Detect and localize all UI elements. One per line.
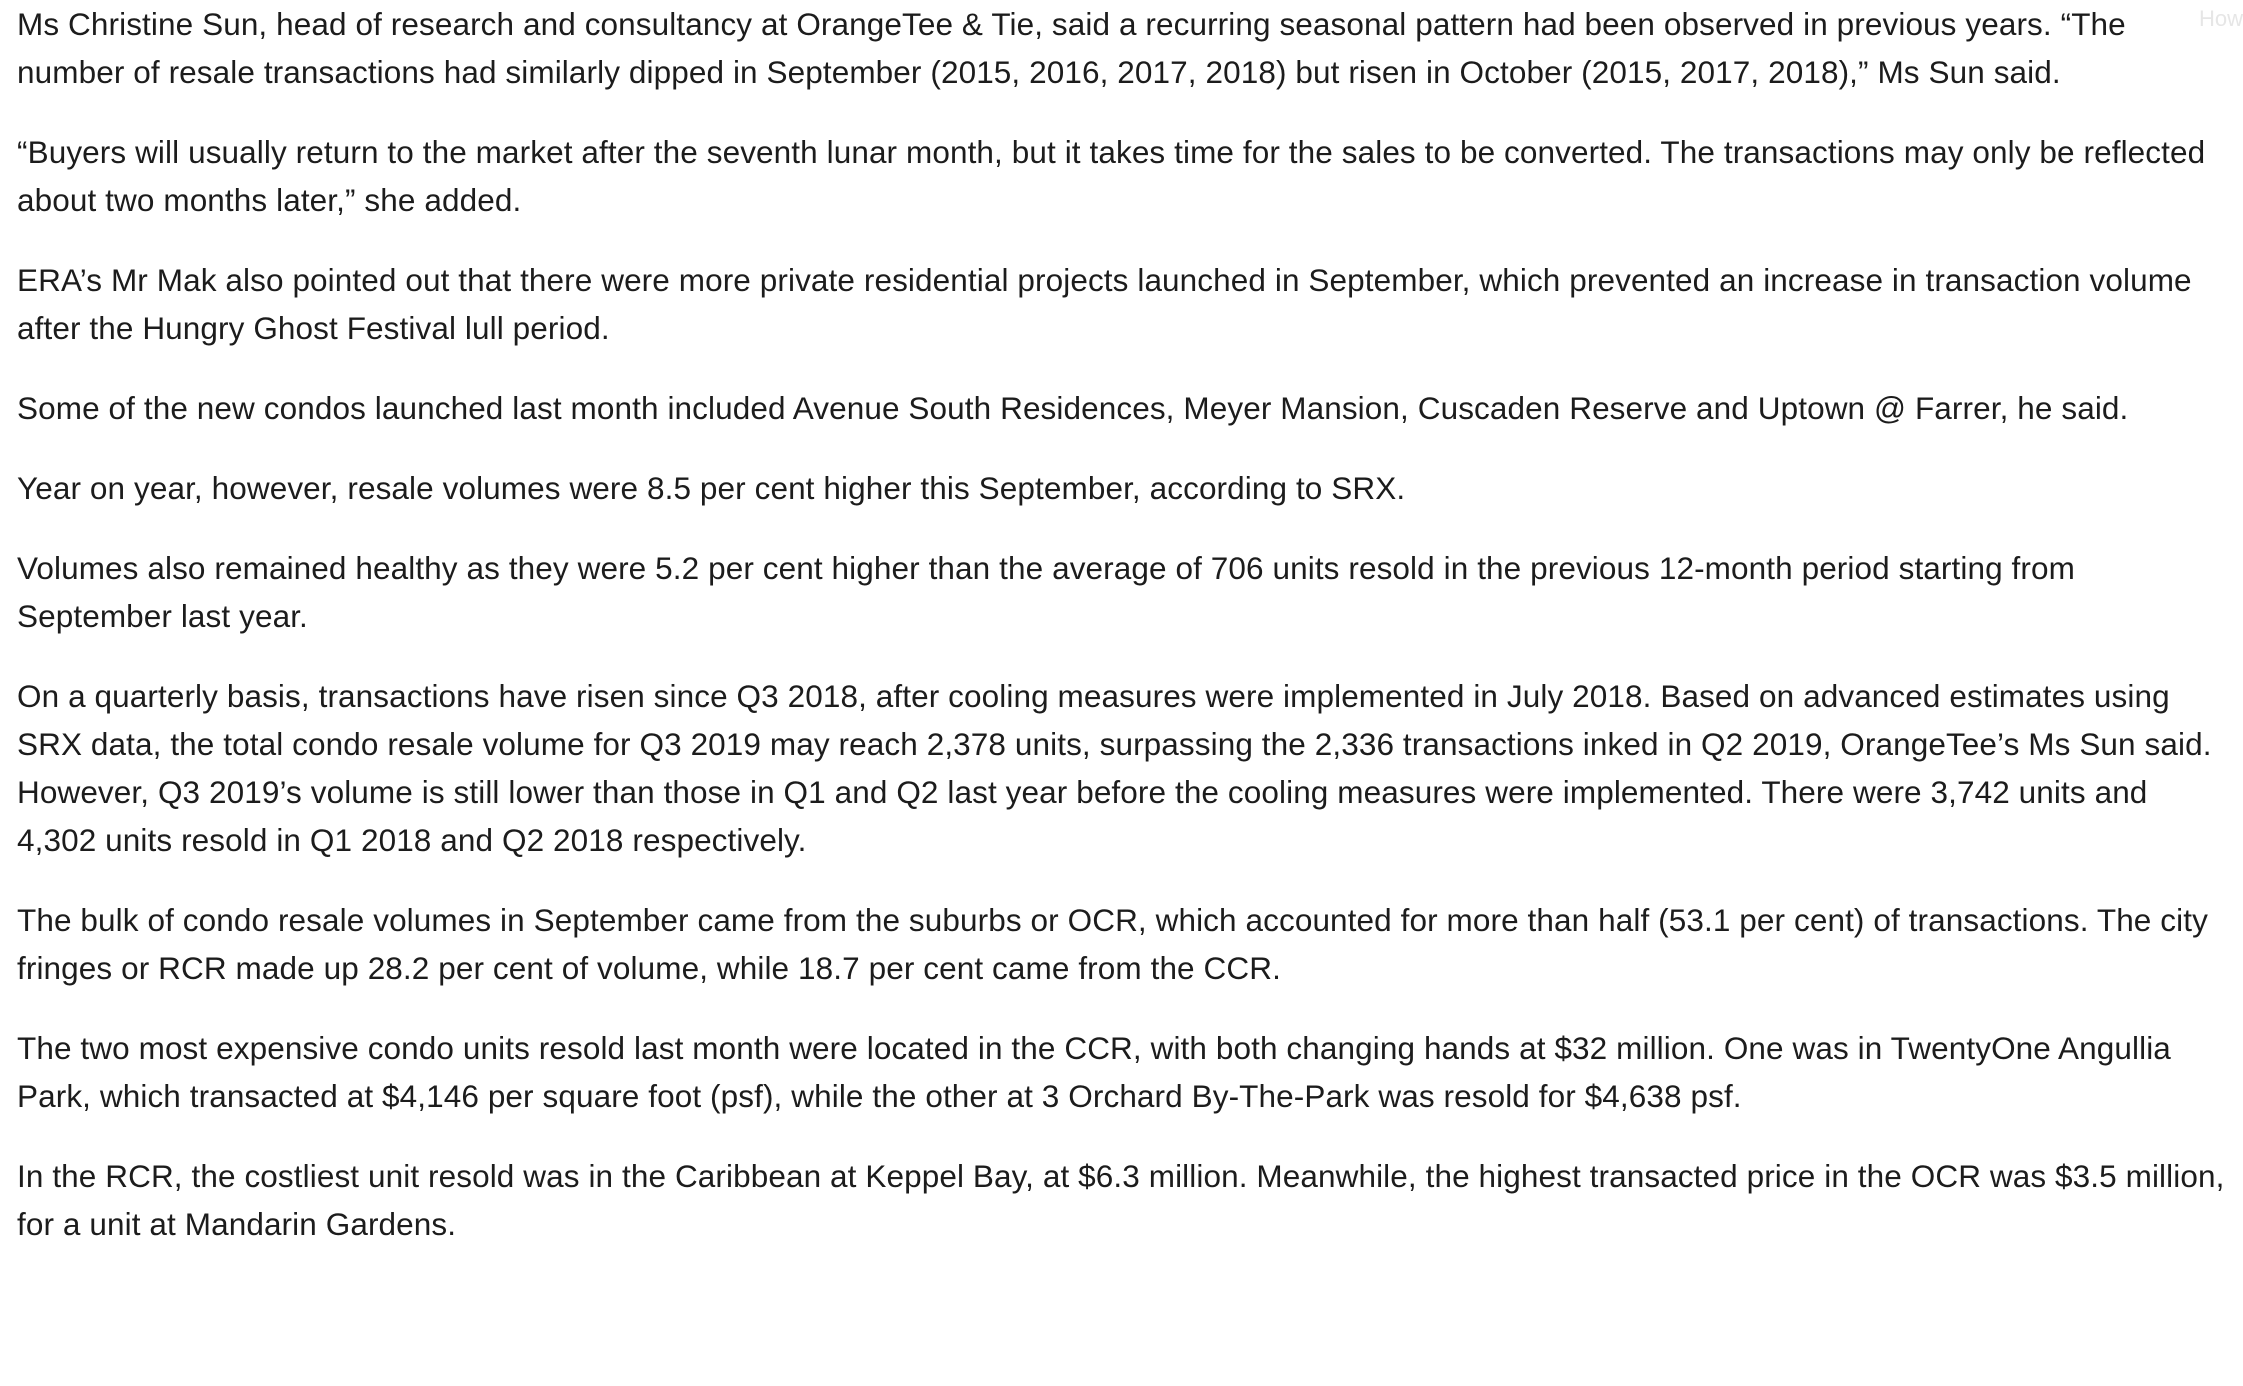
paragraph-year-on-year: Year on year, however, resale volumes were 8.5 per cent higher this September, according to SRX. — [17, 470, 1406, 506]
overflow-tag: How — [2198, 6, 2243, 31]
paragraph-bulk-ocr: The bulk of condo resale volumes in September came from the suburbs or OCR, which accounted for more than half (53.1 per cent) of transactions. The city fringes or RCR made up 28.2 per cent of volume, while 18.7 per cent came from the CCR. — [17, 902, 2208, 986]
paragraph-new-condos: Some of the new condos launched last month included Avenue South Residences, Meyer Mansion, Cuscaden Reserve and Uptown @ Farrer, he said. — [17, 390, 2129, 426]
paragraph-most-expensive-ccr: The two most expensive condo units resold last month were located in the CCR, with both changing hands at $32 million. One was in TwentyOne Angullia Park, which transacted at $4,146 per square foot (psf), while the other at 3 Orchard By-The-Park was resold for $4,638 psf. — [17, 1030, 2171, 1114]
paragraph-volumes-healthy: Volumes also remained healthy as they were 5.2 per cent higher than the average of 706 units resold in the previous 12-month period starting from September last year. — [17, 550, 2075, 634]
paragraph-buyers-return: “Buyers will usually return to the market after the seventh lunar month, but it takes time for the sales to be converted. The transactions may only be reflected about two months later,” she added. — [17, 134, 2206, 218]
article-body — [17, 0, 2233, 1280]
paragraph-rcr-ocr-costliest: In the RCR, the costliest unit resold was in the Caribbean at Keppel Bay, at $6.3 million. Meanwhile, the highest transacted price in the OCR was $3.5 million, for a unit at Mandarin Gardens. — [17, 1158, 2225, 1242]
paragraph-christine-sun-quote: Ms Christine Sun, head of research and consultancy at OrangeTee & Tie, said a recurring seasonal pattern had been observed in previous years. “The number of resale transactions had similarly dipped in September (2015, 2016, 2017, 2018) but risen in October (2015, 2017, 2018),” Ms Sun said. — [17, 6, 2126, 90]
paragraph-quarterly-basis: On a quarterly basis, transactions have risen since Q3 2018, after cooling measures were implemented in July 2018. Based on advanced estimates using SRX data, the total condo resale volume for Q3 2019 may reach 2,378 units, surpassing the 2,336 transactions inked in Q2 2019, OrangeTee’s Ms Sun said. However, Q3 2019’s volume is still lower than those in Q1 and Q2 last year before the cooling measures were implemented. There were 3,742 units and 4,302 units resold in Q1 2018 and Q2 2018 respectively. — [17, 678, 2212, 858]
paragraph-era-mak: ERA’s Mr Mak also pointed out that there were more private residential projects launched in September, which prevented an increase in transaction volume after the Hungry Ghost Festival lull period. — [17, 262, 2192, 346]
